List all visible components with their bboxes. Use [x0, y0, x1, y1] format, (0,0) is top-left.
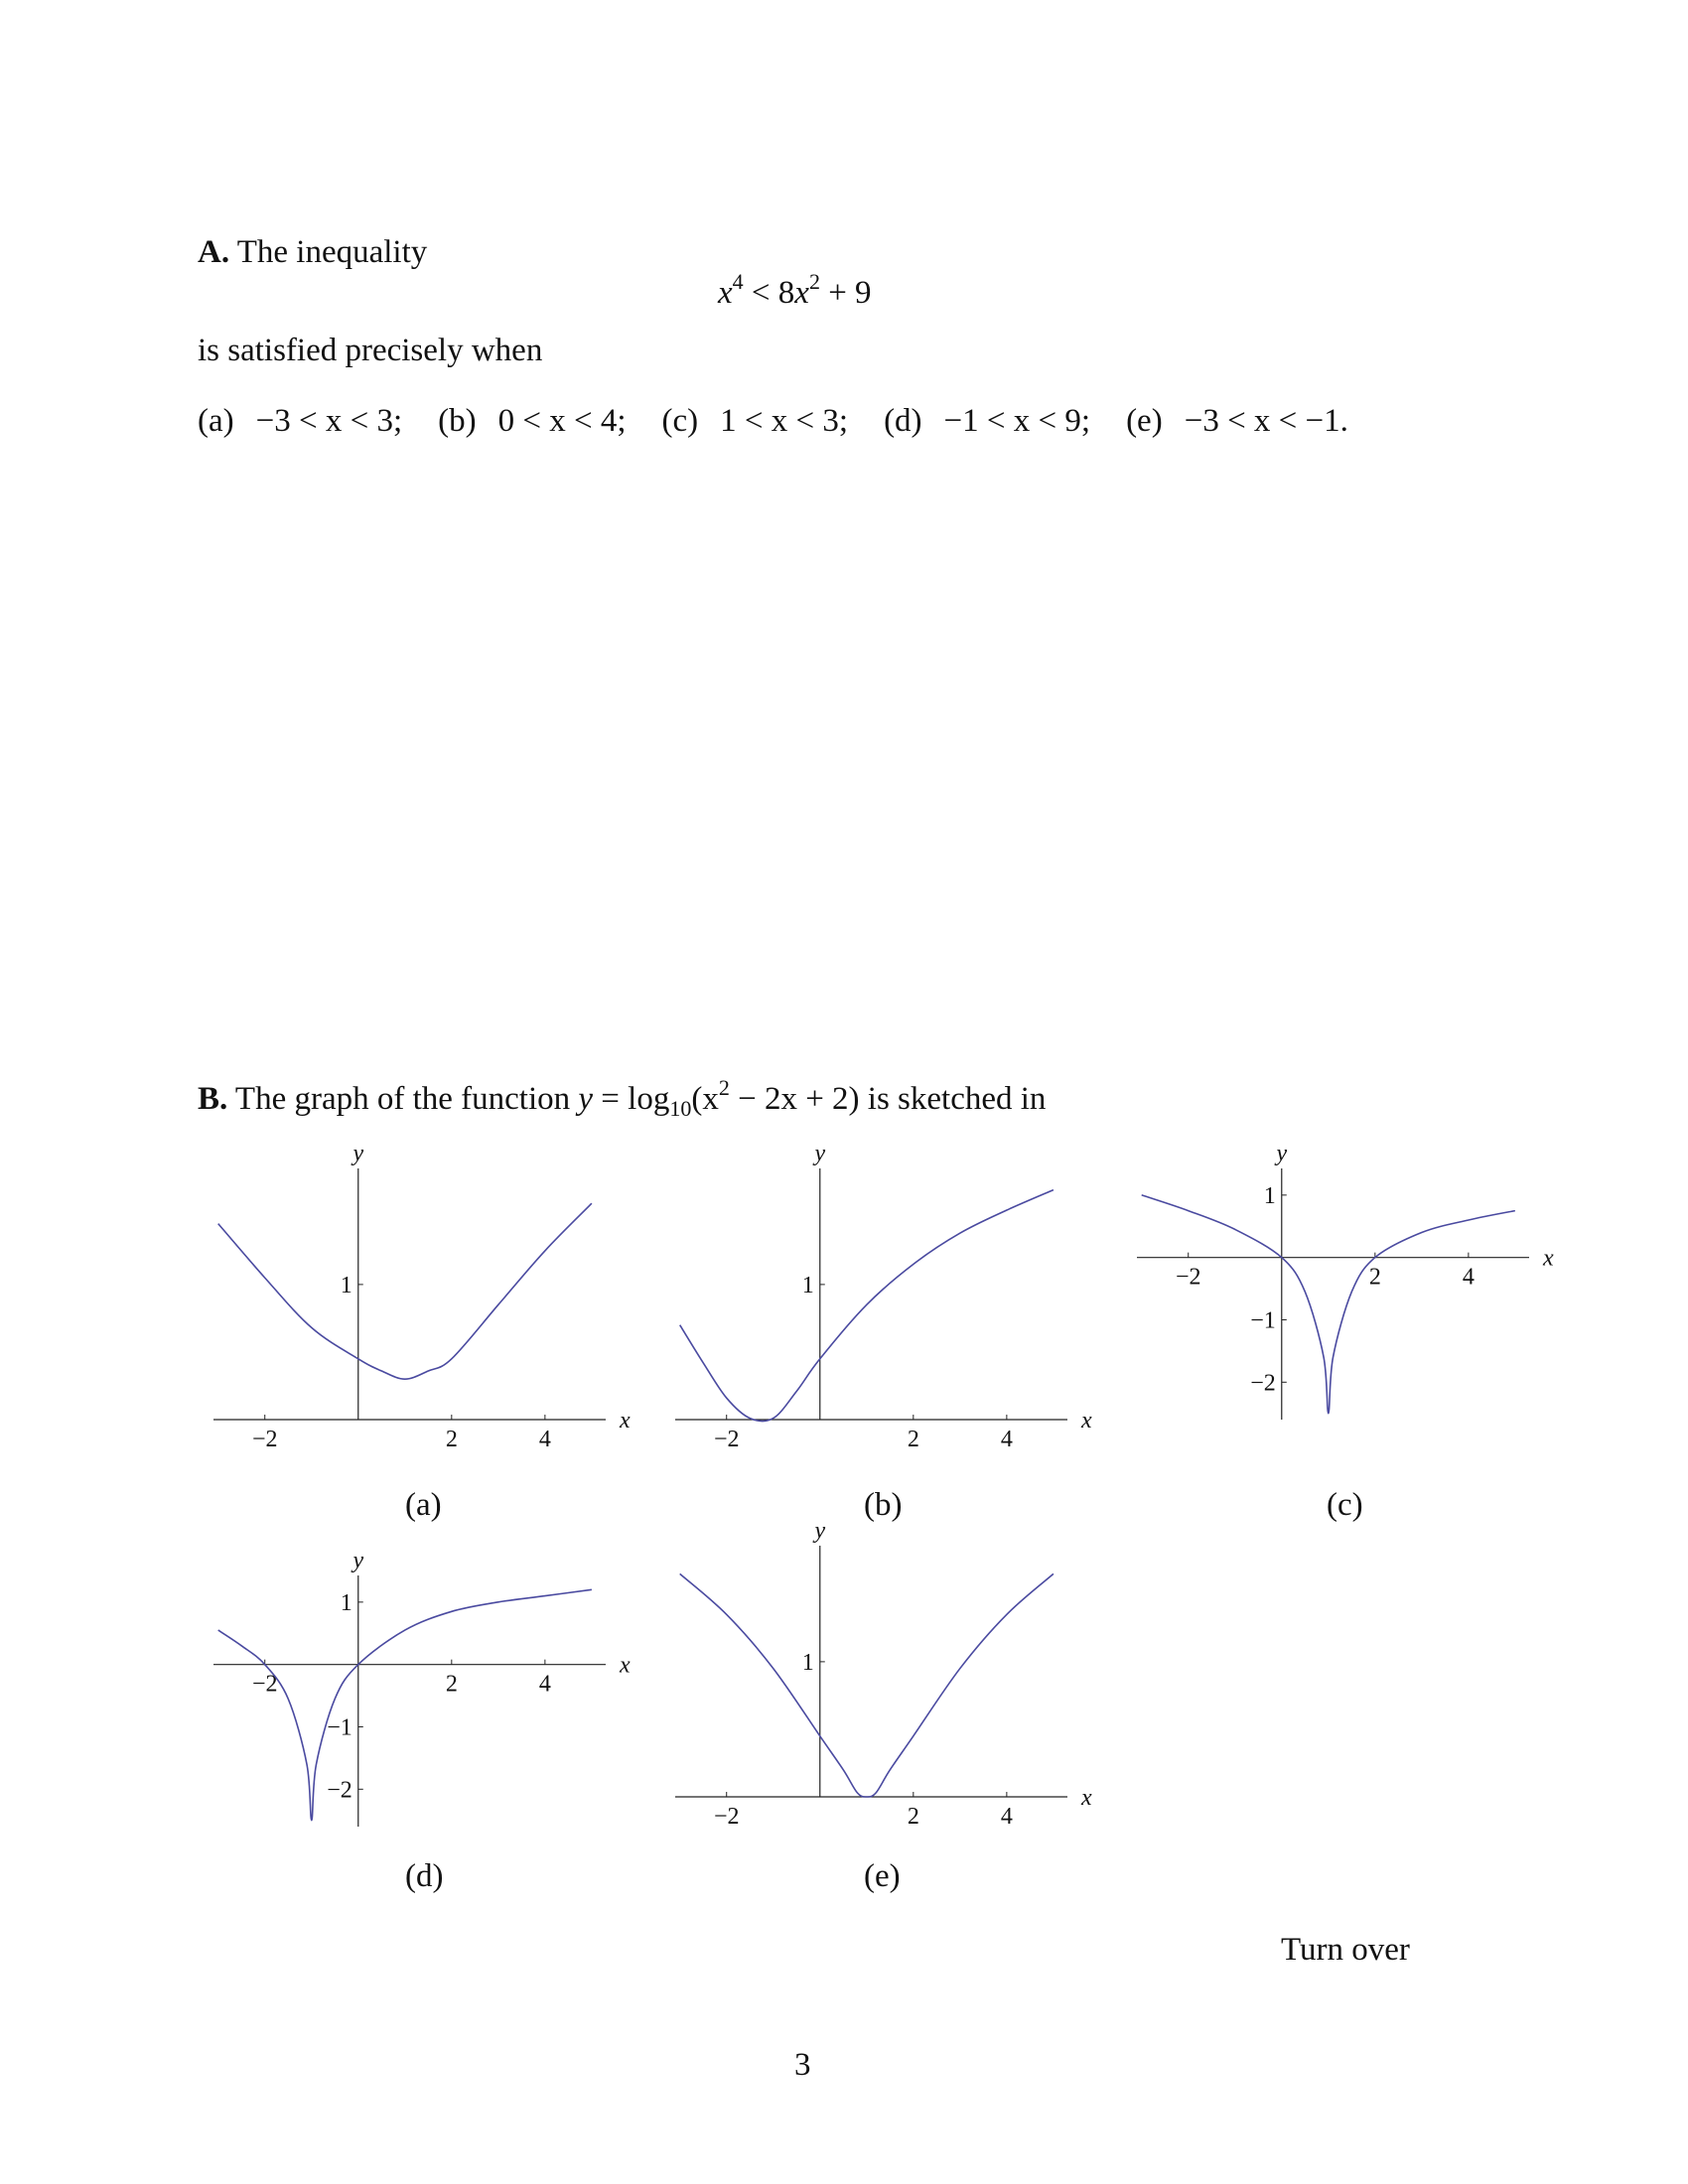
- x-tick-label: 4: [538, 1427, 551, 1452]
- graph-c-caption: (c): [1327, 1487, 1363, 1523]
- turn-over-text: Turn over: [1281, 1932, 1410, 1968]
- graph-b: [660, 1141, 1097, 1469]
- page-number: 3: [794, 2047, 811, 2083]
- ineq-rest: + 9: [828, 275, 872, 311]
- question-a-label: A.: [198, 234, 230, 270]
- option-text: −3 < x < −1.: [1184, 403, 1348, 439]
- x-tick-label: 2: [445, 1671, 458, 1698]
- graph-a: [199, 1141, 635, 1469]
- ineq-coef: 8: [777, 275, 795, 311]
- x-tick-label: 4: [1462, 1264, 1475, 1291]
- option-e[interactable]: [1126, 401, 1348, 441]
- function-curve: [1142, 1195, 1515, 1414]
- x-tick-label: 2: [445, 1427, 458, 1452]
- question-a-intro: The inequality: [236, 234, 428, 270]
- y-tick-label: 1: [340, 1272, 352, 1298]
- y-tick-label: 1: [801, 1272, 814, 1298]
- option-a[interactable]: [198, 401, 402, 441]
- question-b-arg-rest: − 2x + 2) is sketched in: [738, 1081, 1047, 1117]
- question-b-base: 10: [669, 1096, 692, 1121]
- question-b-heading: [198, 1075, 1047, 1121]
- option-text: −1 < x < 9;: [943, 403, 1091, 439]
- question-b-arg-open: (x: [691, 1081, 719, 1117]
- y-tick-label: 1: [1263, 1182, 1276, 1209]
- y-axis-label: y: [352, 1141, 364, 1166]
- function-curve: [218, 1203, 592, 1379]
- ineq-lt: <: [751, 275, 771, 311]
- ineq-pow4: 4: [732, 269, 744, 294]
- function-curve: [218, 1589, 592, 1820]
- question-b-eq: = log: [601, 1081, 670, 1117]
- question-a-followup: is satisfied precisely when: [198, 333, 543, 368]
- x-tick-label: 2: [907, 1804, 919, 1830]
- option-label: (d): [884, 403, 922, 439]
- y-tick-label: −2: [1250, 1370, 1276, 1397]
- x-tick-label: 4: [1000, 1427, 1013, 1452]
- x-axis-label: x: [1081, 1408, 1092, 1433]
- ineq-x: x: [718, 275, 733, 311]
- x-tick-label: 4: [1000, 1804, 1013, 1830]
- function-curve: [680, 1573, 1054, 1797]
- y-tick-label: −1: [327, 1714, 352, 1741]
- x-axis-label: x: [620, 1652, 631, 1679]
- y-tick-label: −1: [1250, 1307, 1276, 1334]
- y-axis-label: y: [814, 1141, 826, 1166]
- question-a-options: [198, 401, 1348, 441]
- x-tick-label: 2: [907, 1427, 919, 1452]
- y-axis-label: y: [1276, 1141, 1288, 1166]
- ineq-pow2: 2: [808, 269, 820, 294]
- option-c[interactable]: [662, 401, 849, 441]
- option-text: 1 < x < 3;: [720, 403, 849, 439]
- option-text: 0 < x < 4;: [497, 403, 627, 439]
- graph-c: [1122, 1141, 1559, 1469]
- y-axis-label: y: [352, 1548, 364, 1573]
- y-tick-label: −2: [327, 1777, 352, 1804]
- graph-d-caption: (d): [405, 1858, 444, 1894]
- option-label: (c): [661, 403, 699, 439]
- question-a-heading: [198, 232, 427, 272]
- x-tick-label: −2: [1175, 1264, 1201, 1291]
- graph-d: [199, 1548, 635, 1876]
- question-b-y: y: [578, 1081, 594, 1117]
- y-tick-label: 1: [340, 1589, 352, 1616]
- y-tick-label: 1: [801, 1649, 814, 1676]
- x-axis-label: x: [1543, 1245, 1554, 1272]
- x-axis-label: x: [620, 1408, 631, 1433]
- x-tick-label: −2: [713, 1427, 740, 1452]
- option-text: −3 < x < 3;: [255, 403, 403, 439]
- option-label: (a): [198, 403, 234, 439]
- y-axis-label: y: [814, 1518, 826, 1544]
- graph-a-caption: (a): [405, 1487, 442, 1523]
- ineq-x2: x: [794, 275, 809, 311]
- x-axis-label: x: [1081, 1785, 1092, 1811]
- option-label: (e): [1126, 403, 1163, 439]
- function-curve: [680, 1190, 1054, 1422]
- graph-b-caption: (b): [864, 1487, 903, 1523]
- graph-e: [660, 1518, 1097, 1846]
- x-tick-label: −2: [713, 1804, 740, 1830]
- inequality-display: [718, 269, 872, 313]
- option-d[interactable]: [884, 401, 1090, 441]
- graph-e-caption: (e): [864, 1858, 901, 1894]
- x-tick-label: 4: [538, 1671, 551, 1698]
- x-tick-label: −2: [251, 1671, 278, 1698]
- question-b-label: B.: [198, 1081, 228, 1117]
- x-tick-label: 2: [1368, 1264, 1381, 1291]
- option-label: (b): [438, 403, 477, 439]
- question-b-text: The graph of the function: [234, 1081, 571, 1117]
- option-b[interactable]: [438, 401, 626, 441]
- question-b-pow: 2: [718, 1075, 730, 1100]
- x-tick-label: −2: [251, 1427, 278, 1452]
